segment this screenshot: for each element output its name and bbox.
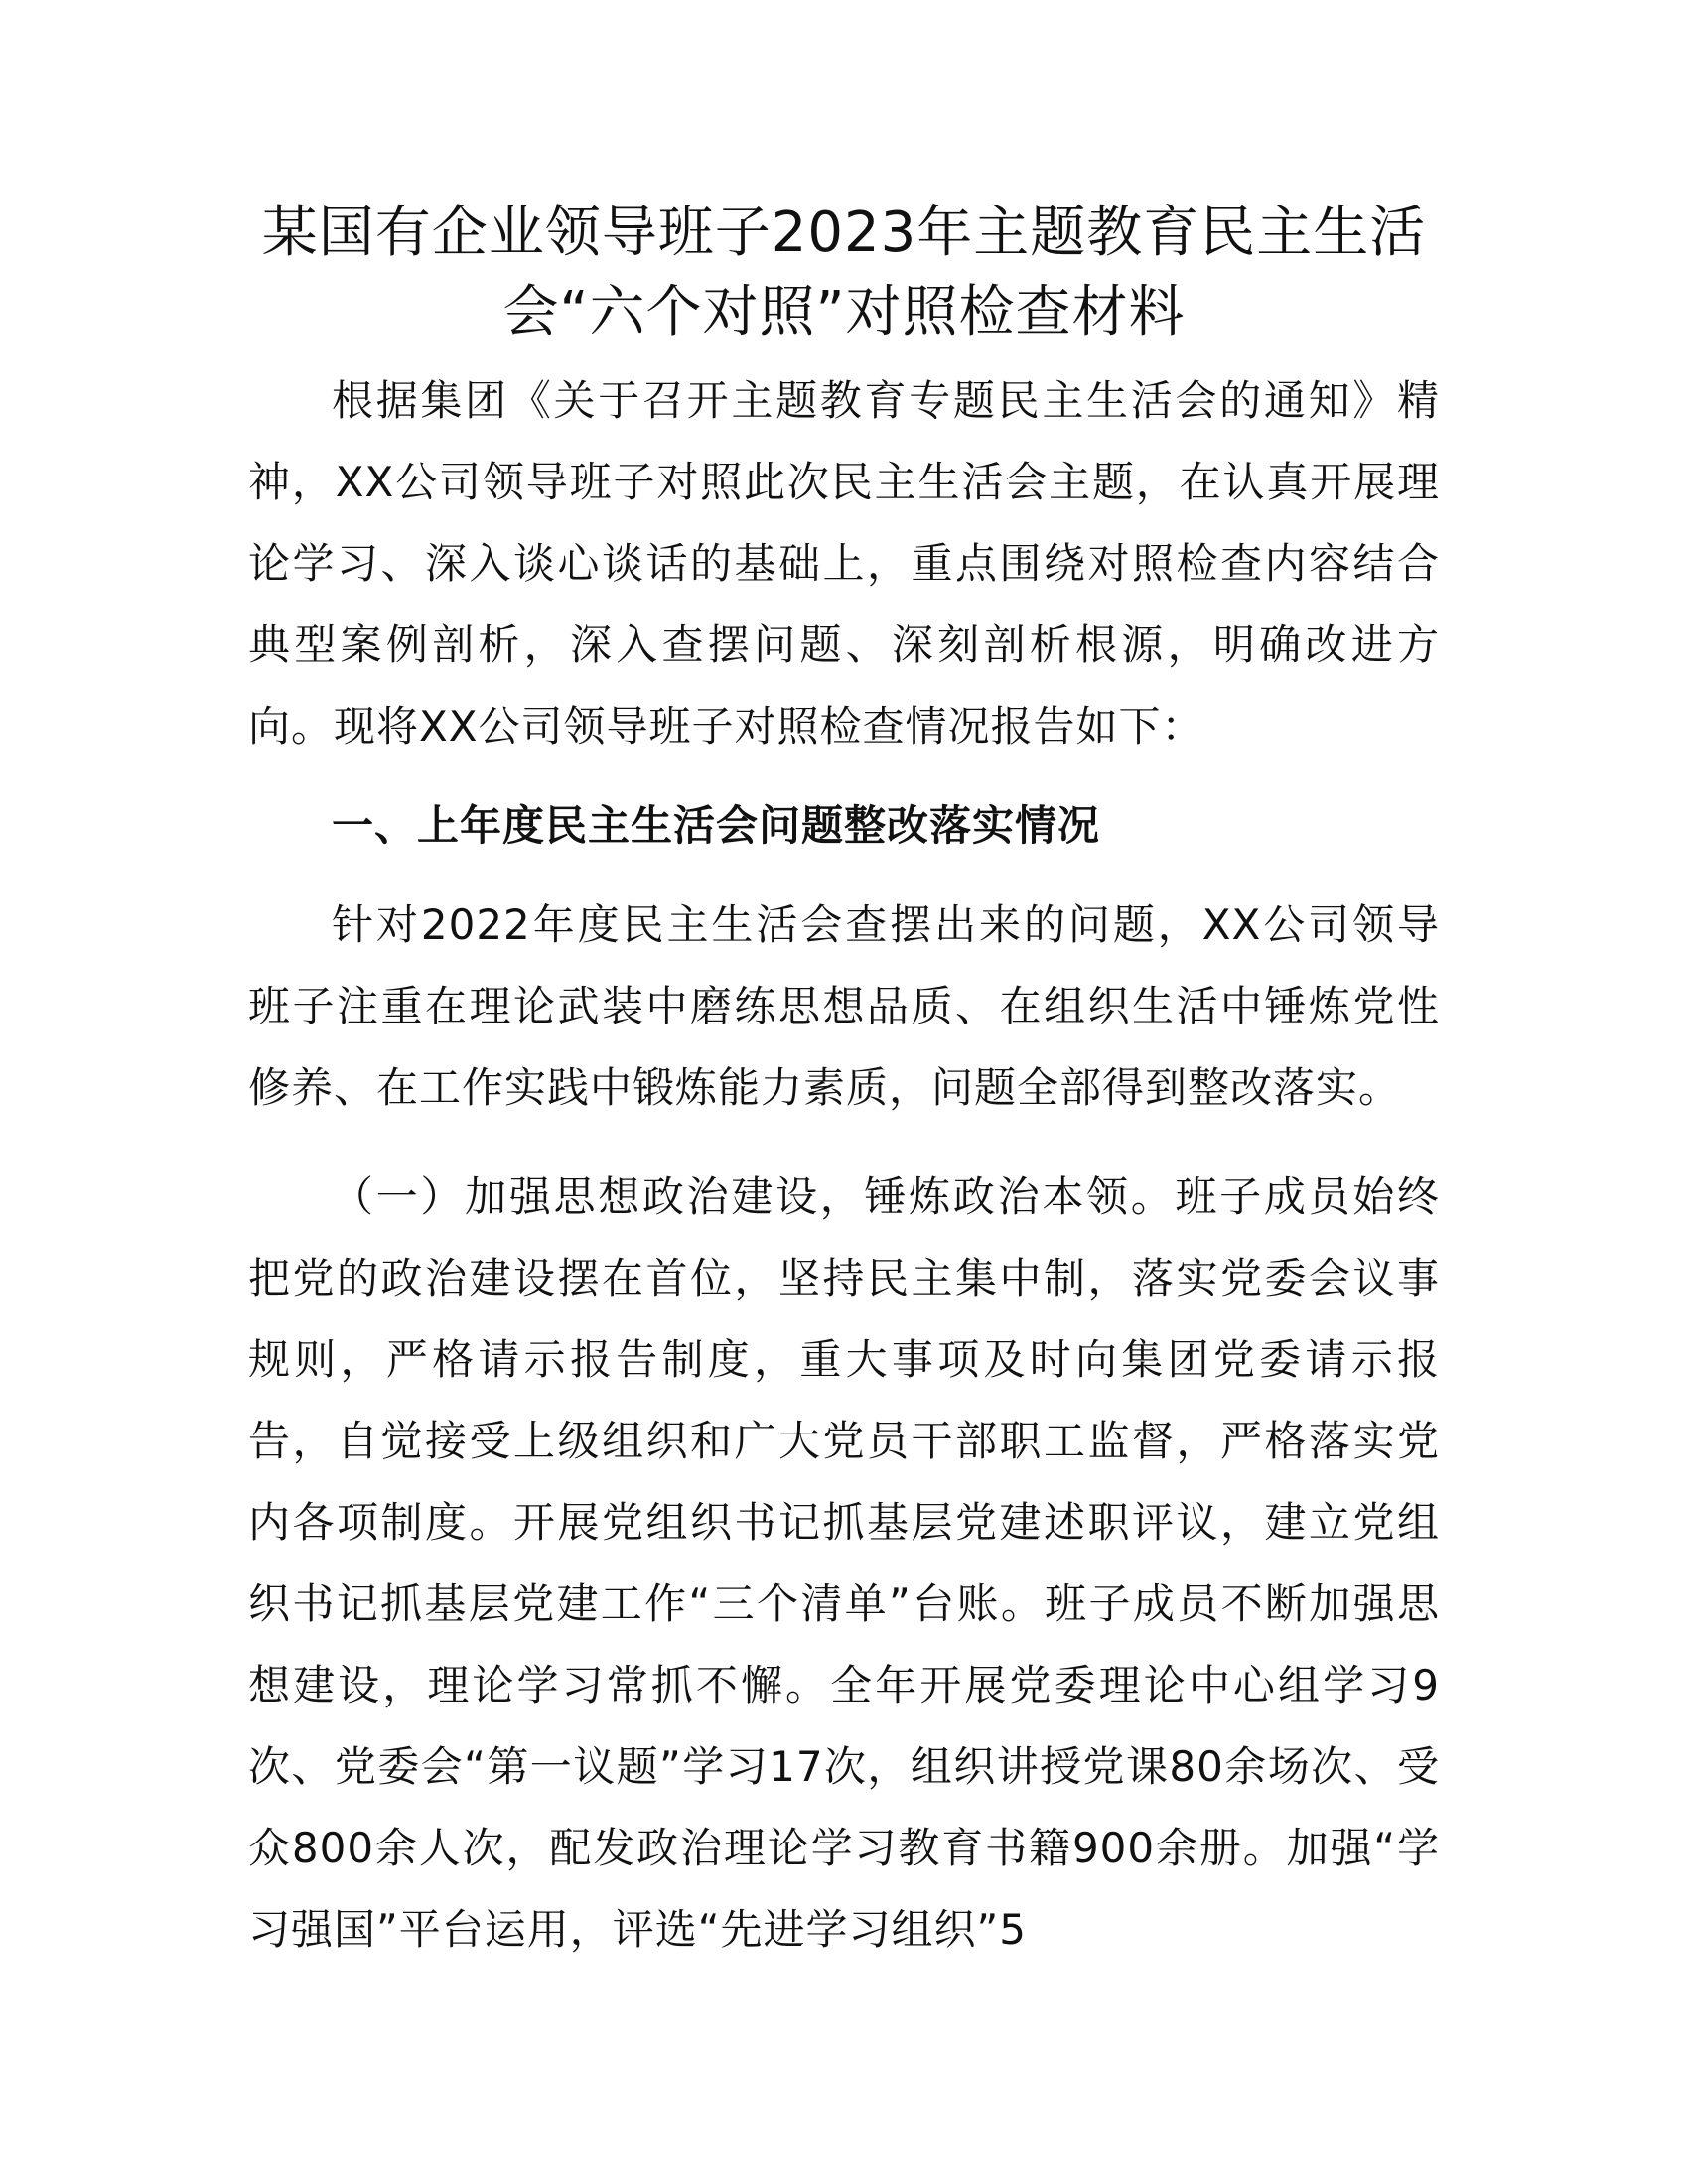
title-line-2: 会“六个对照”对照检查材料 — [502, 280, 1186, 344]
section-1-paragraph: 针对2022年度民主生活会查摆出来的问题，XX公司领导班子注重在理论武装中磨练思想品质、在组织生活中锤炼党性修养、在工作实践中锻炼能力素质，问题全部得到整改落实。 — [248, 900, 1440, 1112]
title-line-1: 某国有企业领导班子2023年主题教育民主生活 — [261, 201, 1427, 265]
section-heading-1: 一、上年度民主生活会问题整改落实情况 — [332, 801, 1101, 850]
document-page — [248, 194, 1440, 1971]
document-title — [248, 194, 1440, 352]
subsection-1-paragraph: （一）加强思想政治建设，锤炼政治本领。班子成员始终把党的政治建设摆在首位，坚持民主集中制，落实党委会议事规则，严格请示报告制度，重大事项及时向集团党委请示报告，自觉接受上级组织和广大党员干部职工监督，严格落实党内各项制度。开展党组织书记抓基层党建述职评议，建立党组织书记抓基层党建工作“三个清单”台账。班子成员不断加强思想建设，理论学习常抓不懈。全年开展党委理论中心组学习9次、党委会“第一议题”学习17次，组织讲授党课80余场次、受众800余人次，配发政治理论学习教育书籍900余册。加强“学习强国”平台运用，评选“先进学习组织”5 — [248, 1172, 1440, 1954]
intro-paragraph: 根据集团《关于召开主题教育专题民主生活会的通知》精神，XX公司领导班子对照此次民主生活会主题，在认真开展理论学习、深入谈心谈话的基础上，重点围绕对照检查内容结合典型案例剖析，深入查摆问题、深刻剖析根源，明确改进方向。现将XX公司领导班子对照检查情况报告如下： — [248, 376, 1440, 751]
